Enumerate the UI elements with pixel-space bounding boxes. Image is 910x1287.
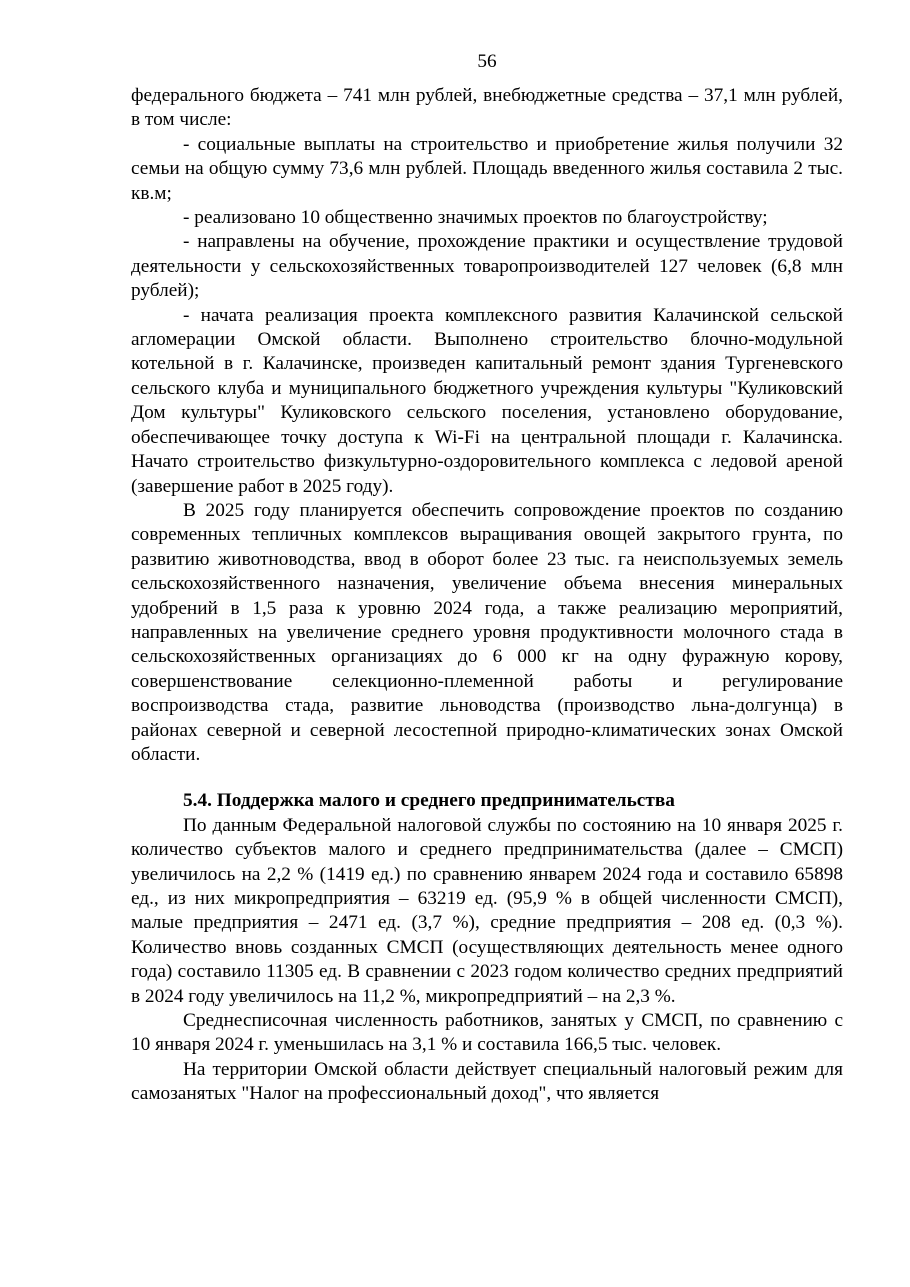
list-item-improvement-projects: - реализовано 10 общественно значимых проектов по благоустройству; xyxy=(183,207,768,229)
list-item-training: - направлены на обучение, прохождение практики и осуществление трудовой деятельности у сельскохозяйственных товаропроизводителей 127 человек (6,8 млн рублей); xyxy=(131,231,843,302)
section-heading-small-business: 5.4. Поддержка малого и среднего предпринимательства xyxy=(183,790,675,812)
paragraph-2025-plans: В 2025 году планируется обеспечить сопровождение проектов по созданию современных тепличных комплексов выращивания овощей закрытого грунта, по развитию животноводства, ввод в оборот более 23 тыс. га неиспользуемых земель сельскохозяйственного назначения, увеличение объема внесения минеральных удобрений в 1,5 раза к уровню 2024 года, а также реализацию мероприятий, направленных на увеличение среднего уровня продуктивности молочного стада в сельскохозяйственных организациях до 6 000 кг на одну фуражную корову, совершенствование селекционно-племенной работы и регулирование воспроизводства стада, развитие льноводства (производство льна-долгунца) в районах северной и северной лесостепной природно-климатических зонах Омской области. xyxy=(131,499,843,765)
paragraph-self-employed-tax: На территории Омской области действует специальный налоговый режим для самозанятых "Налог на профессиональный доход", что является xyxy=(131,1058,843,1105)
document-page xyxy=(131,48,843,1107)
paragraph-smsp-statistics: По данным Федеральной налоговой службы по состоянию на 10 января 2025 г. количество субъектов малого и среднего предпринимательства (далее – СМСП) увеличилось на 2,2 % (1419 ед.) по сравнению январем 2024 года и составило 65898 ед., из них микропредприятия – 63219 ед. (95,9 % в общей численности СМСП), малые предприятия – 2471 ед. (3,7 %), средние предприятия – 208 ед. (0,3 %). Количество вновь созданных СМСП (осуществляющих деятельность менее одного года) составило 11305 ед. В сравнении с 2023 годом количество средних предприятий в 2024 году увеличилось на 11,2 %, микропредприятий – на 2,3 %. xyxy=(131,814,843,1007)
paragraph-smsp-employees: Среднесписочная численность работников, занятых у СМСП, по сравнению с 10 января 2024 г. уменьшилась на 3,1 % и составила 166,5 тыс. человек. xyxy=(131,1010,843,1056)
page-number: 56 xyxy=(477,51,497,72)
paragraph-budget-continuation: федерального бюджета – 741 млн рублей, внебюджетные средства – 37,1 млн рублей, в том числе: xyxy=(131,85,843,131)
list-item-kalachinsk-agglomeration: - начата реализация проекта комплексного развития Калачинской сельской агломерации Омской области. Выполнено строительство блочно-модульной котельной в г. Калачинске, произведен капитальный ремонт здания Тургеневского сельского клуба и муниципального бюджетного учреждения культуры "Куликовский Дом культуры" Куликовского сельского поселения, установлено оборудование, обеспечивающее точку доступа к Wi-Fi на центральной площади г. Калачинска. Начато строительство физкультурно-оздоровительного комплекса с ледовой ареной (завершение работ в 2025 году). xyxy=(131,304,843,497)
list-item-housing-payments: - социальные выплаты на строительство и приобретение жилья получили 32 семьи на общую сумму 73,6 млн рублей. Площадь введенного жилья составила 2 тыс. кв.м; xyxy=(131,133,843,204)
